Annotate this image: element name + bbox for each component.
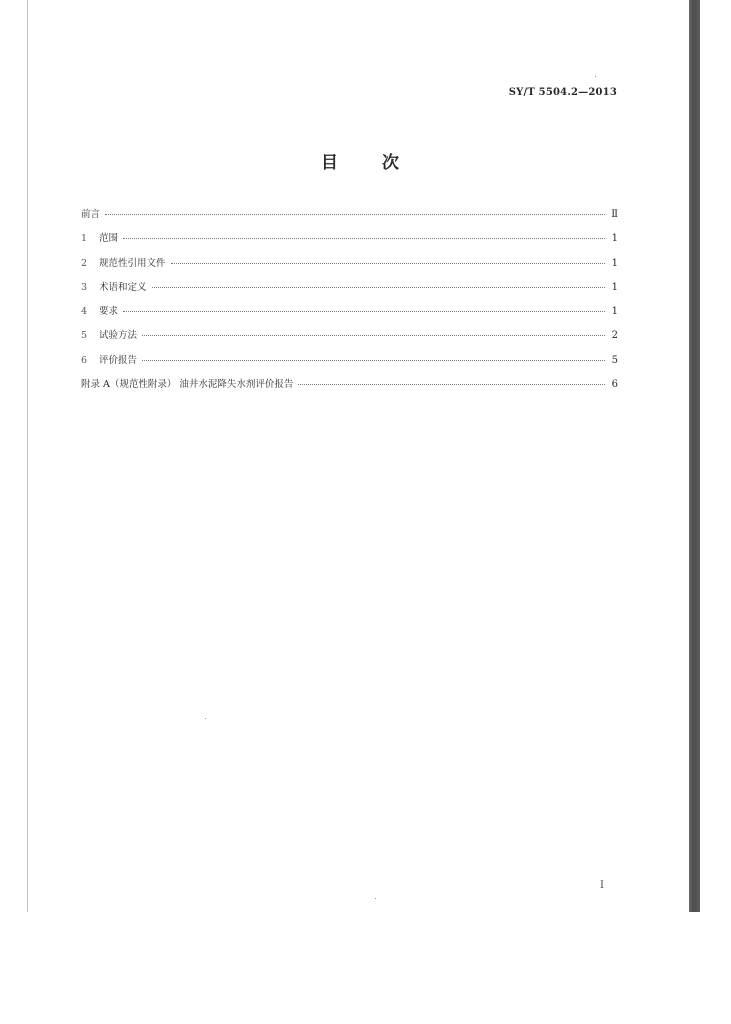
toc-leader-dots	[123, 310, 605, 312]
toc-leader-dots	[298, 383, 605, 385]
page-left-edge	[27, 0, 28, 912]
toc-entry-page: 1	[611, 281, 618, 293]
toc-leader-dots	[105, 213, 605, 215]
scan-speck	[205, 718, 206, 719]
toc-entry-number: 4	[81, 306, 88, 318]
toc-entry[interactable]	[81, 376, 618, 400]
toc-entry[interactable]	[81, 352, 618, 376]
toc-entry-label: 范围	[99, 233, 119, 245]
toc-entry-number: 1	[81, 233, 88, 245]
toc-entry-page: 2	[611, 330, 618, 342]
toc-entry[interactable]	[81, 255, 618, 279]
toc-leader-dots	[142, 334, 605, 336]
toc-leader-dots	[123, 237, 605, 239]
toc-entry-number: 5	[81, 330, 88, 342]
toc-entry-label: 评价报告	[99, 354, 138, 366]
toc-entry-page: Ⅱ	[611, 209, 618, 220]
scan-speck	[595, 76, 596, 77]
toc-entry-page: 1	[611, 233, 618, 245]
table-of-contents	[81, 206, 618, 400]
toc-entry-label: 规范性引用文件	[99, 257, 166, 269]
toc-entry-number: 2	[81, 257, 88, 269]
toc-entry-label: 要求	[99, 306, 119, 318]
toc-entry-number: 6	[81, 354, 88, 366]
toc-entry-page: 1	[611, 257, 618, 269]
toc-entry-page: 6	[611, 379, 618, 391]
toc-entry-label: 术语和定义	[99, 281, 147, 293]
standard-code: SY/T 5504.2—2013	[508, 87, 617, 98]
page-number: I	[600, 880, 604, 891]
toc-entry[interactable]	[81, 327, 618, 351]
toc-entry[interactable]	[81, 206, 618, 230]
toc-entry-label: 试验方法	[99, 330, 138, 342]
toc-entry[interactable]	[81, 303, 618, 327]
toc-entry[interactable]	[81, 230, 618, 254]
toc-entry-label: 附录 A（规范性附录） 油井水泥降失水剂评价报告	[81, 379, 294, 391]
scan-binding-shadow	[689, 0, 700, 912]
toc-leader-dots	[142, 359, 605, 361]
scan-speck	[375, 898, 376, 899]
toc-entry-page: 1	[611, 306, 618, 318]
toc-title: 目 次	[321, 153, 399, 173]
toc-entry-page: 5	[611, 354, 618, 366]
toc-entry-label: 前言	[81, 209, 101, 220]
toc-leader-dots	[171, 262, 605, 264]
toc-entry-number: 3	[81, 281, 88, 293]
toc-entry[interactable]	[81, 279, 618, 303]
toc-leader-dots	[152, 286, 605, 288]
